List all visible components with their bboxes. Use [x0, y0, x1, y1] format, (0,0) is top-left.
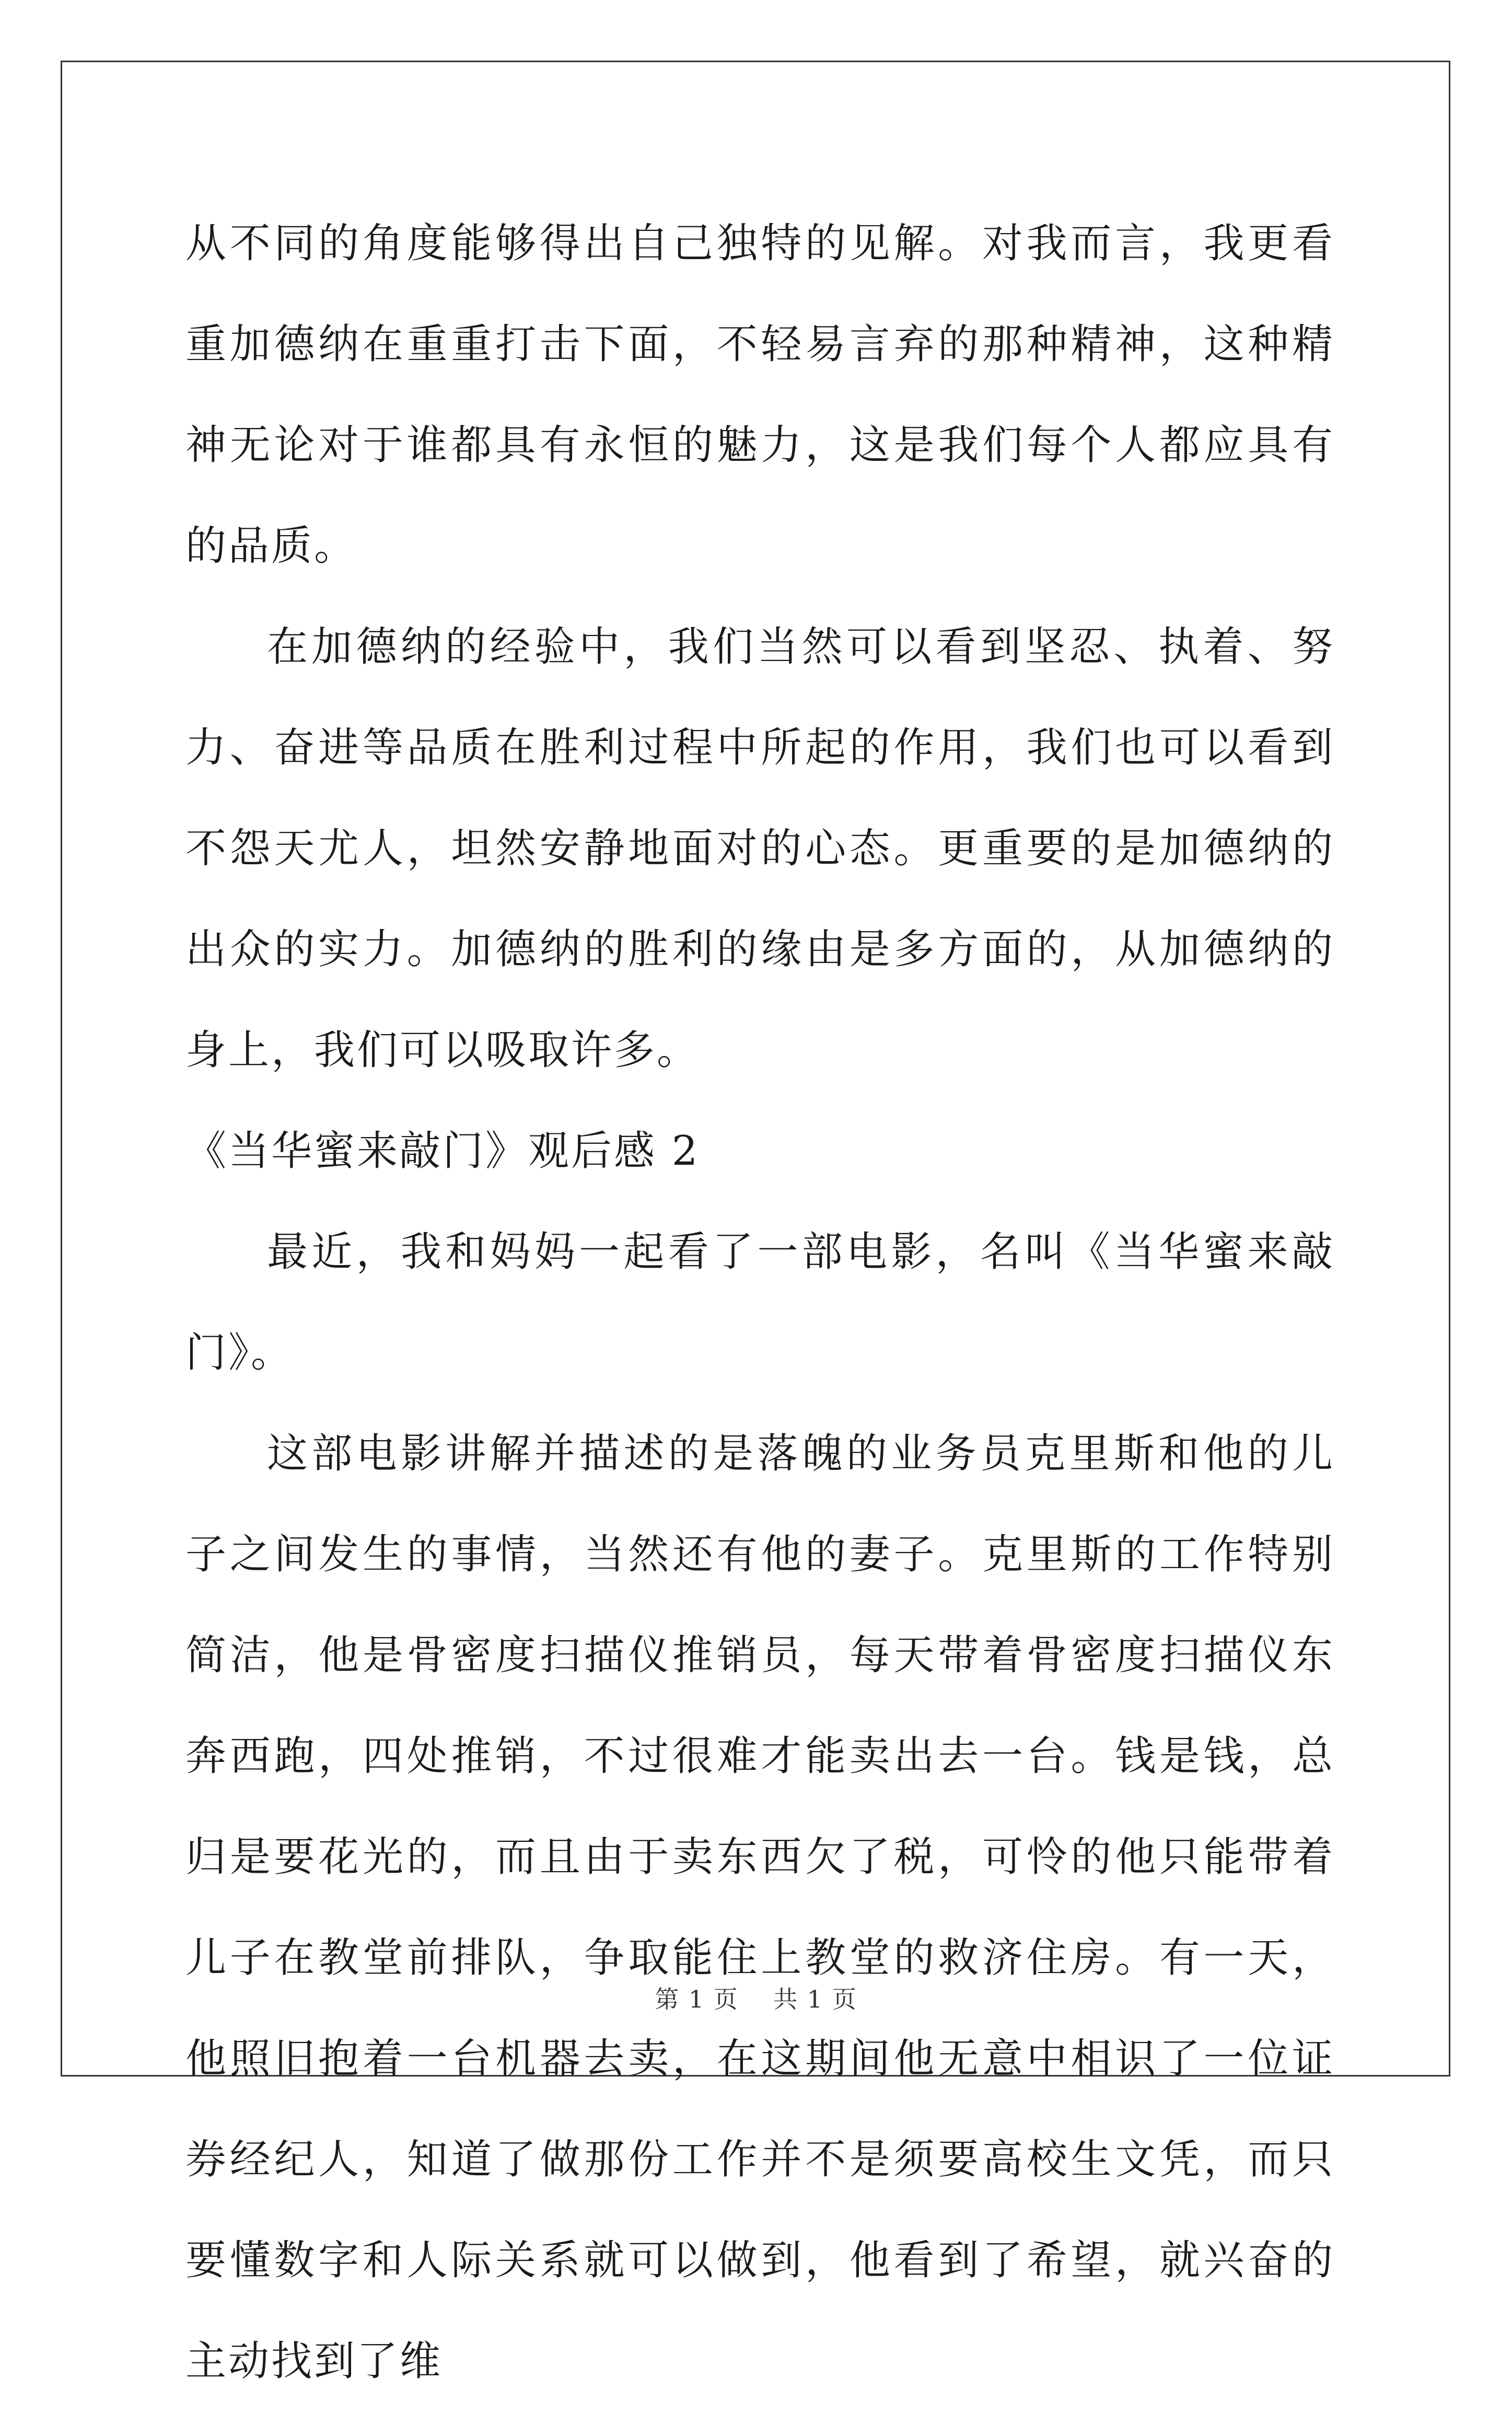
page-footer	[0, 1980, 1512, 2015]
section-heading: 《当华蜜来敲门》观后感 2	[185, 1128, 700, 1175]
paragraph-2: 在加德纳的经验中，我们当然可以看到坚忍、执着、努力、奋进等品质在胜利过程中所起的作用，我们也可以看到不怨天尤人，坦然安静地面对的心态。更重要的是加德纳的出众的实力。加德纳的胜利的缘由是多方面的，从加德纳的身上，我们可以吸取许多。	[185, 623, 1335, 1074]
paragraph-1: 从不同的角度能够得出自己独特的见解。对我而言，我更看重加德纳在重重打击下面，不轻易言弃的那种精神，这种精神无论对于谁都具有永恒的魅力，这是我们每个人都应具有的品质。	[185, 220, 1335, 570]
paragraph-3: 最近，我和妈妈一起看了一部电影，名叫《当华蜜来敲门》。	[185, 1228, 1335, 1376]
paragraph-4: 这部电影讲解并描述的是落魄的业务员克里斯和他的儿子之间发生的事情，当然还有他的妻子。克里斯的工作特别简洁，他是骨密度扫描仪推销员，每天带着骨密度扫描仪东奔西跑，四处推销，不过很难才能卖出去一台。钱是钱，总归是要花光的，而且由于卖东西欠了税，可怜的他只能带着儿子在教堂前排队，争取能住上教堂的救济住房。有一天，他照旧抱着一台机器去卖，在这期间他无意中相识了一位证券经纪人，知道了做那份工作并不是须要高校生文凭，而只要懂数字和人际关系就可以做到，他看到了希望，就兴奋的主动找到了维	[185, 1430, 1335, 2385]
page-number-label: 第 1 页 共 1 页	[655, 1985, 857, 2013]
document-body	[185, 193, 1335, 2412]
